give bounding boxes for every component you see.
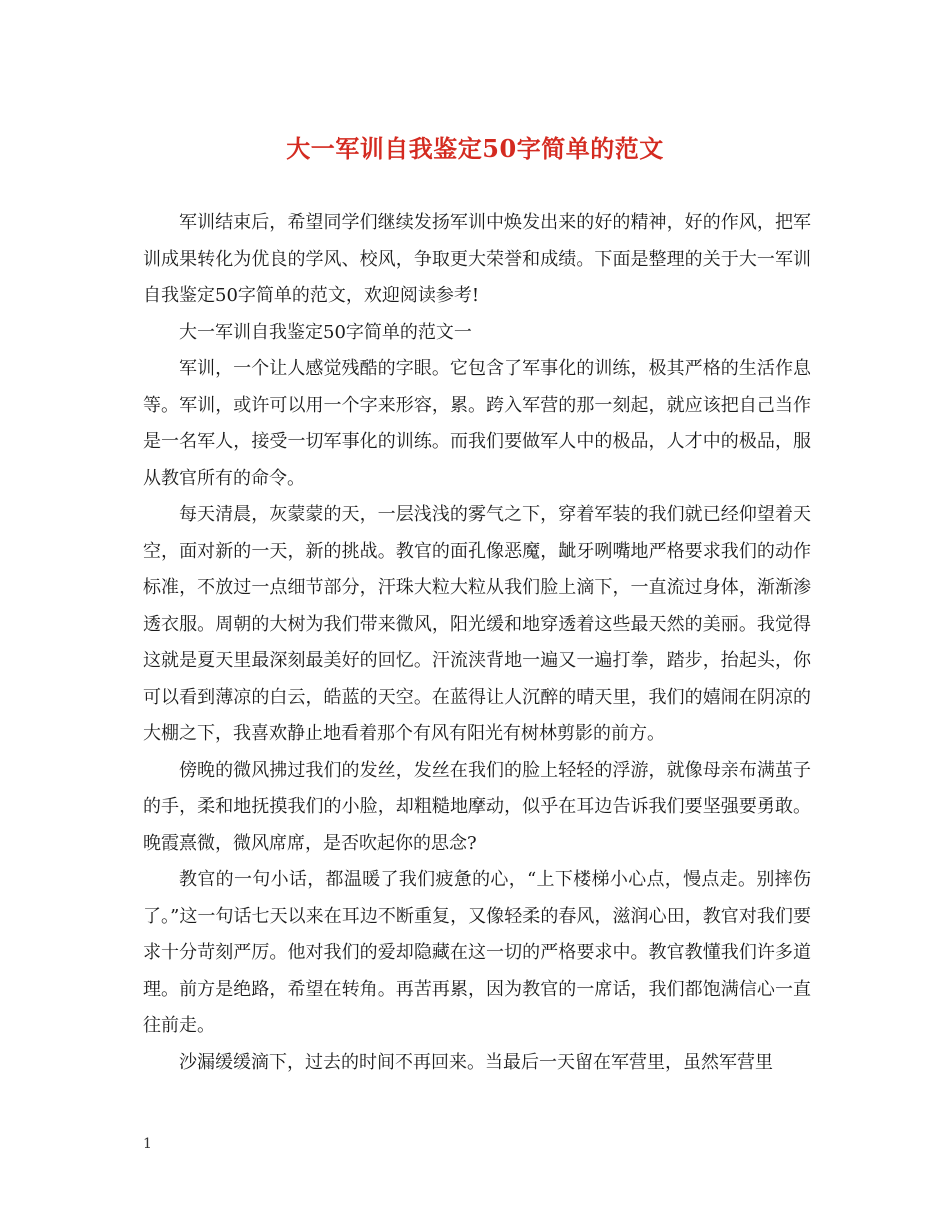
paragraph-body: 沙漏缓缓滴下，过去的时间不再回来。当最后一天留在军营里，虽然军营里 <box>179 1051 773 1073</box>
document-body <box>143 205 811 1081</box>
paragraph-body: 教官的一句小话，都温暖了我们疲惫的心，“上下楼梯小心点，慢点走。别摔伤了。”这一句话七天以来在耳边不断重复，又像轻柔的春风，滋润心田，教官对我们要求十分苛刻严厉。他对我们的爱却隐藏在这一切的严格要求中。教官教懂我们许多道理。前方是绝路，希望在转角。再苦再累，因为教官的一席话，我们都饱满信心一直往前走。 <box>143 869 811 1036</box>
paragraph-body: 傍晚的微风拂过我们的发丝，发丝在我们的脸上轻轻的浮游，就像母亲布满茧子的手，柔和地抚摸我们的小脸，却粗糙地摩动，似乎在耳边告诉我们要坚强要勇敢。晚霞熹微，微风席席，是否吹起你的思念? <box>143 759 811 854</box>
paragraph-intro: 军训结束后，希望同学们继续发扬军训中焕发出来的好的精神，好的作风，把军训成果转化为优良的学风、校风，争取更大荣誉和成绩。下面是整理的关于大一军训自我鉴定50字简单的范文，欢迎阅读参考! <box>143 212 811 306</box>
page-number: 1 <box>143 1136 152 1152</box>
paragraph-section-heading: 大一军训自我鉴定50字简单的范文一 <box>179 321 472 343</box>
paragraph-body: 军训，一个让人感觉残酷的字眼。它包含了军事化的训练，极其严格的生活作息等。军训，或许可以用一个字来形容，累。跨入军营的那一刻起，就应该把自己当作是一名军人，接受一切军事化的训练。而我们要做军人中的极品，人才中的极品，服从教官所有的命令。 <box>143 358 811 489</box>
paragraph-body: 每天清晨，灰蒙蒙的天，一层浅浅的雾气之下，穿着军装的我们就已经仰望着天空，面对新的一天，新的挑战。教官的面孔像恶魔，龇牙咧嘴地严格要求我们的动作标准，不放过一点细节部分，汗珠大粒大粒从我们脸上滴下，一直流过身体，渐渐渗透衣服。周朝的大树为我们带来微风，阳光缓和地穿透着这些最天然的美丽。我觉得这就是夏天里最深刻最美好的回忆。汗流浃背地一遍又一遍打拳，踏步，抬起头，你可以看到薄凉的白云，皓蓝的天空。在蓝得让人沉醉的晴天里，我们的嬉闹在阴凉的大棚之下，我喜欢静止地看着那个有风有阳光有树林剪影的前方。 <box>143 504 811 744</box>
document-title: 大一军训自我鉴定50字简单的范文 <box>286 134 664 163</box>
